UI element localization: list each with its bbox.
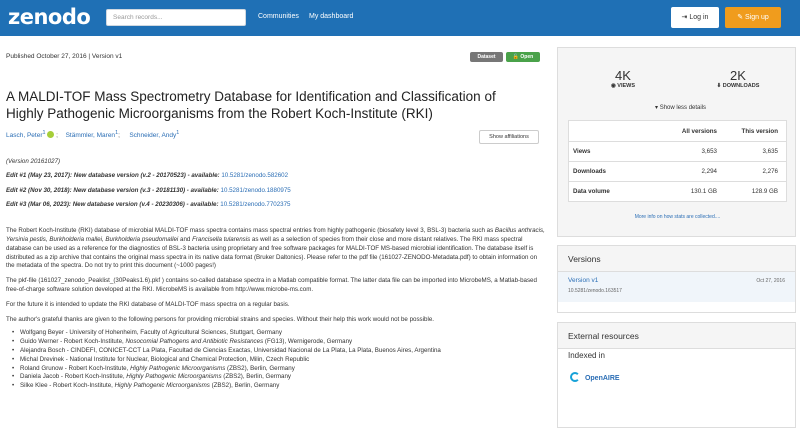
signup-button[interactable]: ✎ Sign up xyxy=(725,7,781,28)
author-link[interactable]: Lasch, Peter$^1$ xyxy=(6,130,46,140)
login-button[interactable]: ⇥ Log in xyxy=(671,7,719,28)
version-item[interactable] xyxy=(558,272,795,302)
version-date: Oct 27, 2016 xyxy=(756,278,785,284)
description-paragraph: The Robert Koch-Institute (RKI) database of microbial MALDI-TOF mass spectra contains mass spectral entries from highly pathogenic (biosafety level 3, BSL-3) bacteria such as Bacillus anthracis, Yersinia pestis, Burkholderia mallei, Burkholderia pseudomallei and Francisella tularensis as well as a selection of species from their close and more distant relatives. The RKI mass spectral database can be used as a reference for the diagnostics of BSL-3 bacteria using proprietary and free software packages for MALDI-TOF MS-based microbial identification. The database itself is distributed as a zip archive that contains the original mass spectra in its native data format (Bruker Daltonics). Please refer to the pdf file (161027-ZENODO-Metadata.pdf) to obtain information on the metadata of the spectra. Do not try to print this document (~1000 pages!) xyxy=(6,227,545,270)
show-less-details-toggle[interactable]: ▾ Show less details xyxy=(655,105,707,111)
description-paragraph: The pkf-file (161027_zenodo_Peaklist_(30Peaks1.6).pkf ) contains so-called database spectra in a Matlab compatible format. The latter data file can be imported into MicrobeMS, a Matlab-based free-of-charge software solution developed at the RKI. MicrobeMS is available from http://www.microbe-ms.com. xyxy=(6,277,537,293)
openaire-icon xyxy=(570,372,580,382)
list-item: • Daniela Jacob - Robert Koch-Institute, Highly Pathogenic Microorganisms (ZBS2), Berlin, Germany xyxy=(6,373,546,382)
search-input[interactable]: Search records... xyxy=(106,9,246,26)
zenodo-logo[interactable]: zenodo xyxy=(8,5,91,29)
table-row: Data volume 130.1 GB 128.9 GB xyxy=(569,181,786,201)
dataset-badge: Dataset xyxy=(470,52,503,62)
doi-link[interactable]: 10.5281/zenodo.582602 xyxy=(221,171,289,179)
eye-icon: ◉ xyxy=(610,83,616,89)
login-icon: ⇥ xyxy=(681,14,688,21)
stats-info-link[interactable]: More info on how stats are collected.... xyxy=(634,214,721,220)
list-item: • Silke Klee - Robert Koch-Institute, Highly Pathogenic Microorganisms (ZBS2), Berlin, Germany xyxy=(6,382,546,391)
downloads-stat: 2K ⬇ DOWNLOADS xyxy=(716,68,760,89)
show-affiliations-button[interactable]: Show affiliations xyxy=(479,130,539,144)
signup-icon: ✎ xyxy=(737,14,744,21)
open-access-badge: 🔓 Open xyxy=(506,52,540,62)
list-item: • Roland Grunow - Robert Koch-Institute, Highly Pathogenic Microorganisms (ZBS2), Berlin, Germany xyxy=(6,365,546,374)
table-row: Views 3,653 3,635 xyxy=(569,141,786,161)
version-doi: 10.5281/zenodo.163517 xyxy=(568,288,622,294)
download-icon: ⬇ xyxy=(716,83,722,89)
list-item: • Guido Werner - Robert Koch-Institute, Nosocomial Pathogens and Antibiotic Resistances (FG13), Wernigerode, Germany xyxy=(6,338,546,347)
version-link[interactable]: Version v1 xyxy=(568,277,599,284)
thanks-list xyxy=(6,329,546,391)
unlock-icon: 🔓 xyxy=(512,54,520,60)
nav-dashboard-link[interactable]: My dashboard xyxy=(309,13,354,20)
stats-table xyxy=(568,120,787,202)
author-link[interactable]: Schneider, Andy$^1$ xyxy=(129,130,180,140)
record-title: A MALDI-TOF Mass Spectrometry Database for Identification and Classification of Highly Pathogenic Microorganisms from the Robert Koch-Institute (RKI) xyxy=(6,89,496,121)
versions-panel xyxy=(557,245,796,313)
doi-link[interactable]: 10.5281/zenodo.1880975 xyxy=(220,186,291,194)
external-resources-panel xyxy=(557,322,796,428)
indexed-in-heading: Indexed in xyxy=(568,351,605,360)
description-paragraph: The author's grateful thanks are given to the following persons for providing microbial strains and species. Without their help this work would not be possible. xyxy=(6,315,435,323)
orcid-icon[interactable] xyxy=(47,131,54,138)
publication-date: Published October 27, 2016 | Version v1 xyxy=(6,53,123,60)
list-item: • Alejandra Bosch - CINDEFI, CONICET-CCT La Plata, Facultad de Ciencias Exactas, Universidad Nacional de La Plata, La Plata, Buenos Aires, Argentina xyxy=(6,347,546,356)
views-stat: 4K ◉ VIEWS xyxy=(610,68,636,89)
external-resources-title: External resources xyxy=(558,323,795,349)
author-link[interactable]: Stämmler, Maren$^1$ xyxy=(65,130,119,140)
nav-communities-link[interactable]: Communities xyxy=(258,13,299,20)
description-paragraph: For the future it is intended to update the RKI database of MALDI-TOF mass spectra on a regular basis. xyxy=(6,300,290,308)
table-row: Downloads 2,294 2,276 xyxy=(569,161,786,181)
list-item: • Michal Drevinek - National Institute for Nuclear, Biological and Chemical Protection, Milin, Czech Republic xyxy=(6,356,546,365)
table-header: All versions This version xyxy=(681,127,778,135)
version-note: (Version 20161027) xyxy=(6,158,61,165)
top-navbar xyxy=(0,0,800,36)
record-description: (Version 20161027) Edit #1 (May 23, 2017): New database version (v.2 - 20170523) - available: 10.5281/zenodo.582602 Edit #2 (Nov 30, 2018): New database version (v.3 - 20181130) - available: 10.5281/zenodo.1880975 Edit #3 (Mar 06, 2023): New database version (v.4 - 20230306) - available: 10.5281/zenodo.7702375 The Robert Koch-Institute (RKI) database of microbial MALDI-TOF mass spectra contains mass spectral entries from highly pathogenic (biosafety level 3, BSL-3) bacteria such as Bacillus anthracis, Yersinia pestis, Burkholderia mallei, Burkholderia pseudomallei and Francisella tularensis as well as a selection of species from their close and more distant relatives. The RKI mass spectral database can be used as a reference for the diagnostics of BSL-3 bacteria using proprietary and free software packages for MALDI-TOF MS-based microbial identification. The database itself is distributed as a zip archive that contains the original mass spectra in its native data format (Bruker Daltonics). Please refer to the pdf file (161027-ZENODO-Metadata.pdf) to obtain information on the metadata of the spectra. Do not try to print this document (~1000 pages!) The pkf-file (161027_zenodo_Peaklist_(30Peaks1.6).pkf ) contains so-called database spectra in a Matlab compatible format. The latter data file can be imported into MicrobeMS, a Matlab-based free-of-charge software solution developed at the RKI. MicrobeMS is available from http://www.microbe-ms.com. For the future it is intended to update the RKI database of MALDI-TOF mass spectra on a regular basis. The author's grateful thanks are given to the following persons for providing microbial strains and species. Without their help this work would not be possible. • Wolfgang Beyer - University of Hohenheim, Faculty of Agricultural Sciences, Stuttgart, Germany • Guido Werner - Robert Koch-Institute, Nosocomial Pathogens and Antibiotic Resistances (FG13), Wernigerode, Germany • Alejandra Bosch - CINDEFI, CONICET-CCT La Plata, Facultad de Ciencias Exactas, Universidad Nacional de La Plata, La Plata, Buenos Aires, Argentina • Michal Drevinek - National Institute for Nuclear, Biological and Chemical Protection, Milin, Czech Republic • Roland Grunow - Robert Koch-Institute, Highly Pathogenic Microorganisms (ZBS2), Berlin, Germany • Daniela Jacob - Robert Koch-Institute, Highly Pathogenic Microorganisms (ZBS2), Berlin, Germany • Silke Klee - Robert Koch-Institute, Highly Pathogenic Microorganisms (ZBS2), Berlin, Germany xyxy=(6,158,546,391)
openaire-link[interactable]: OpenAIRE xyxy=(558,362,795,392)
doi-link[interactable]: 10.5281/zenodo.7702375 xyxy=(220,201,291,209)
stats-panel xyxy=(557,47,796,237)
list-item: • Wolfgang Beyer - University of Hohenheim, Faculty of Agricultural Sciences, Stuttgart, Germany xyxy=(6,329,546,338)
versions-title: Versions xyxy=(558,246,795,272)
chevron-down-icon: ▾ xyxy=(655,105,659,111)
author-list: Lasch, Peter$^1$ ; Stämmler, Maren$^1$; Schneider, Andy$^1$ xyxy=(6,130,180,140)
